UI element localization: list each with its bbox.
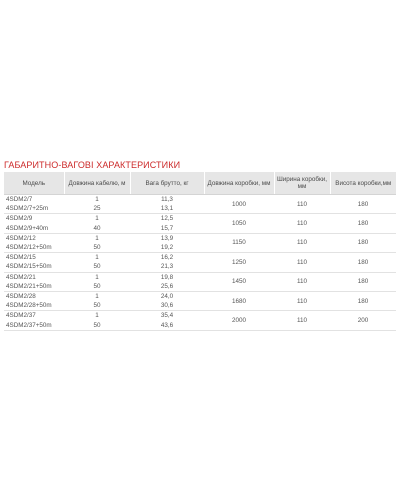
cell-box-height: 180 (330, 272, 396, 291)
cell-gross-weight: 13,1 (160, 205, 174, 213)
cell-gross-weight: 25,6 (160, 282, 174, 290)
cell-model: 4SDM2/12 (4, 233, 64, 243)
cell-box-width: 110 (274, 233, 330, 252)
cell-model: 4SDM2/9+40m (6, 224, 49, 232)
column-header-cable-length: Довжина кабелю, м (64, 172, 130, 195)
table-row (4, 233, 396, 243)
cell-model: 4SDM2/15 (4, 253, 64, 263)
cell-gross-weight: 24,0 (130, 291, 204, 301)
cell-cable-length: 50 (93, 282, 101, 290)
cell-gross-weight: 19,8 (130, 272, 204, 282)
cell-gross-weight: 11,3 (130, 195, 204, 205)
cell-gross-weight: 19,2 (160, 244, 174, 252)
section-title: ГАБАРИТНО-ВАГОВІ ХАРАКТЕРИСТИКИ (4, 160, 181, 170)
cell-model: 4SDM2/9 (4, 214, 64, 224)
cell-cable-length: 50 (93, 302, 101, 310)
column-header-box-width: Ширина коробки, мм (274, 172, 330, 195)
cell-box-width: 110 (274, 291, 330, 310)
cell-box-length: 1680 (204, 291, 274, 310)
cell-box-length: 1150 (204, 233, 274, 252)
cell-gross-weight: 43,6 (130, 320, 204, 330)
cell-model: 4SDM2/7+25m (6, 205, 49, 213)
cell-cable-length: 50 (64, 320, 130, 330)
table-header-row (4, 172, 396, 195)
cell-box-length: 2000 (204, 311, 274, 330)
cell-cable-length: 1 (64, 195, 130, 205)
table-row (4, 195, 396, 205)
cell-box-length: 1050 (204, 214, 274, 233)
cell-gross-weight: 30,6 (160, 302, 174, 310)
table-row (4, 291, 396, 301)
cell-box-length: 1450 (204, 272, 274, 291)
cell-box-height: 180 (330, 214, 396, 233)
cell-box-height: 200 (330, 311, 396, 330)
cell-box-length: 1000 (204, 195, 274, 214)
cell-model: 4SDM2/37+50m (4, 320, 64, 330)
cell-model: 4SDM2/28+50m (6, 302, 52, 310)
cell-cable-length: 1 (64, 311, 130, 321)
cell-cable-length: 40 (93, 224, 101, 232)
cell-box-height: 180 (330, 233, 396, 252)
cell-gross-weight: 15,7 (160, 224, 174, 232)
cell-cable-length: 1 (64, 272, 130, 282)
cell-model: 4SDM2/21 (4, 272, 64, 282)
cell-cable-length: 50 (93, 244, 101, 252)
cell-box-width: 110 (274, 214, 330, 233)
cell-model: 4SDM2/21+50m (6, 282, 52, 290)
column-header-gross-weight: Вага брутто, кг (130, 172, 204, 195)
cell-model: 4SDM2/37 (4, 311, 64, 321)
column-header-model: Модель (4, 172, 64, 195)
column-header-box-height: Висота коробки,мм (330, 172, 396, 195)
cell-cable-length: 1 (64, 253, 130, 263)
specs-table (4, 172, 396, 331)
cell-box-height: 180 (330, 253, 396, 272)
cell-cable-length: 50 (93, 263, 101, 271)
cell-cable-length: 1 (64, 214, 130, 224)
cell-cable-length: 25 (93, 205, 101, 213)
table-row (4, 214, 396, 224)
cell-box-width: 110 (274, 272, 330, 291)
column-header-box-length: Довжина коробки, мм (204, 172, 274, 195)
cell-model: 4SDM2/15+50m (6, 263, 52, 271)
cell-box-width: 110 (274, 253, 330, 272)
cell-gross-weight: 13,9 (130, 233, 204, 243)
cell-gross-weight: 21,3 (160, 263, 174, 271)
cell-cable-length: 1 (64, 291, 130, 301)
cell-model: 4SDM2/7 (4, 195, 64, 205)
table-row (4, 311, 396, 321)
cell-gross-weight: 12,5 (130, 214, 204, 224)
cell-box-height: 180 (330, 195, 396, 214)
cell-cable-length: 1 (64, 233, 130, 243)
cell-model: 4SDM2/12+50m (6, 244, 52, 252)
table-row (4, 272, 396, 282)
cell-box-width: 110 (274, 195, 330, 214)
cell-gross-weight: 35,4 (130, 311, 204, 321)
cell-box-width: 110 (274, 311, 330, 330)
cell-gross-weight: 16,2 (130, 253, 204, 263)
cell-box-length: 1250 (204, 253, 274, 272)
cell-model: 4SDM2/28 (4, 291, 64, 301)
cell-box-height: 180 (330, 291, 396, 310)
table-row (4, 253, 396, 263)
